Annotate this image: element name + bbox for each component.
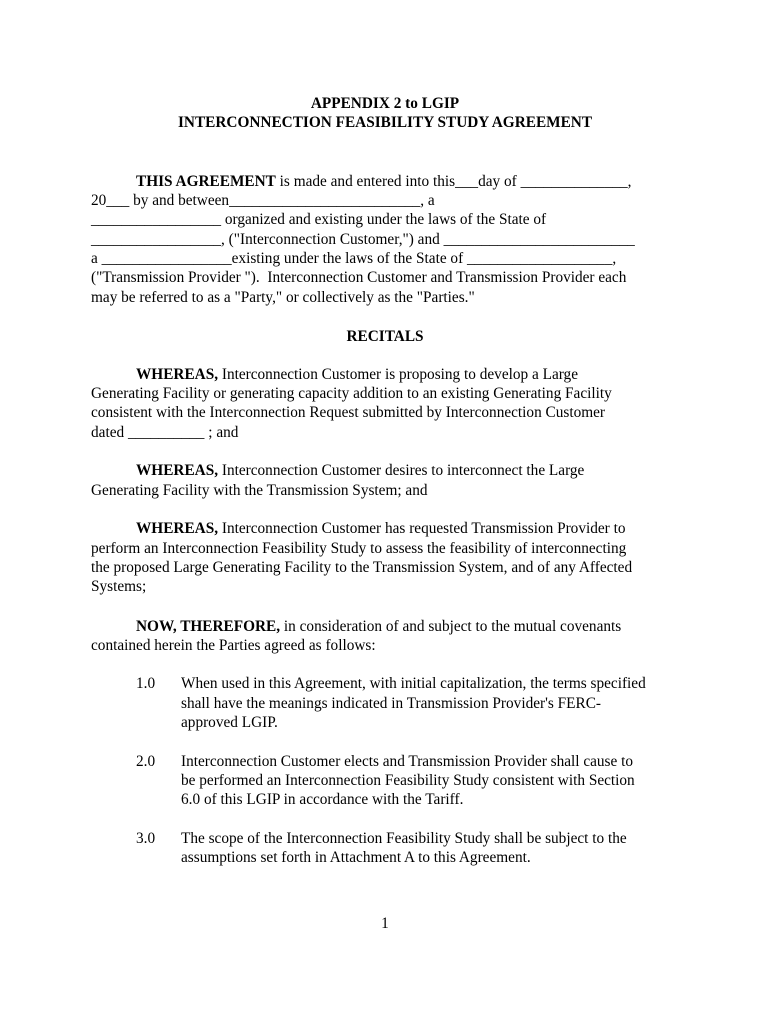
now-therefore-line-1: NOW, THEREFORE, in consideration of and subject to the mutual covenants: [136, 618, 622, 635]
whereas-2-line-2: Generating Facility with the Transmission System; and: [91, 482, 428, 499]
intro-line-7: may be referred to as a "Party," or collectively as the "Parties.": [91, 289, 475, 306]
section-1-line-1: When used in this Agreement, with initial capitalization, the terms specified: [181, 675, 646, 692]
whereas-1-line-3: consistent with the Interconnection Request submitted by Interconnection Customer: [91, 404, 606, 421]
section-2-number: 2.0: [136, 753, 156, 770]
whereas-3-line-1: WHEREAS, Interconnection Customer has requested Transmission Provider to: [136, 520, 626, 537]
recitals-heading: RECITALS: [346, 328, 424, 345]
section-2-line-1: Interconnection Customer elects and Transmission Provider shall cause to: [181, 753, 634, 770]
section-1-line-2: shall have the meanings indicated in Transmission Provider's FERC-: [181, 695, 601, 712]
whereas-3-line-2: perform an Interconnection Feasibility Study to assess the feasibility of interconnecting: [91, 540, 627, 557]
page-number: 1: [381, 915, 389, 932]
whereas-1-line-4: dated __________ ; and: [91, 424, 239, 441]
intro-line-6: ("Transmission Provider "). Interconnection Customer and Transmission Provider each: [91, 269, 627, 286]
section-3-line-2: assumptions set forth in Attachment A to this Agreement.: [181, 849, 531, 866]
whereas-3-line-4: Systems;: [91, 578, 147, 595]
section-2-line-3: 6.0 of this LGIP in accordance with the Tariff.: [181, 791, 464, 808]
whereas-1-line-1: WHEREAS, Interconnection Customer is proposing to develop a Large: [136, 366, 578, 383]
whereas-3-line-3: the proposed Large Generating Facility to the Transmission System, and of any Affected: [91, 559, 633, 576]
now-therefore-line-2: contained herein the Parties agreed as follows:: [91, 637, 376, 654]
title-line-1: APPENDIX 2 to LGIP: [310, 95, 460, 112]
whereas-1-line-2: Generating Facility or generating capacity addition to an existing Generating Facility: [91, 385, 612, 402]
intro-line-2: 20___ by and between_________________________, a: [91, 192, 435, 209]
title-line-2: INTERCONNECTION FEASIBILITY STUDY AGREEMENT: [177, 114, 593, 131]
intro-line-1: THIS AGREEMENT is made and entered into this___day of ______________,: [136, 173, 632, 190]
intro-line-5: a _________________existing under the laws of the State of ___________________,: [91, 250, 617, 267]
whereas-2-line-1: WHEREAS, Interconnection Customer desires to interconnect the Large: [136, 462, 585, 479]
section-3-line-1: The scope of the Interconnection Feasibility Study shall be subject to the: [181, 830, 627, 847]
section-3-number: 3.0: [136, 830, 156, 847]
intro-line-4: _________________, ("Interconnection Customer,") and _________________________: [91, 231, 635, 248]
section-2-line-2: be performed an Interconnection Feasibility Study consistent with Section: [181, 772, 635, 789]
intro-line-3: _________________ organized and existing under the laws of the State of: [91, 211, 547, 228]
section-1-line-3: approved LGIP.: [181, 714, 278, 731]
section-1-number: 1.0: [136, 675, 156, 692]
